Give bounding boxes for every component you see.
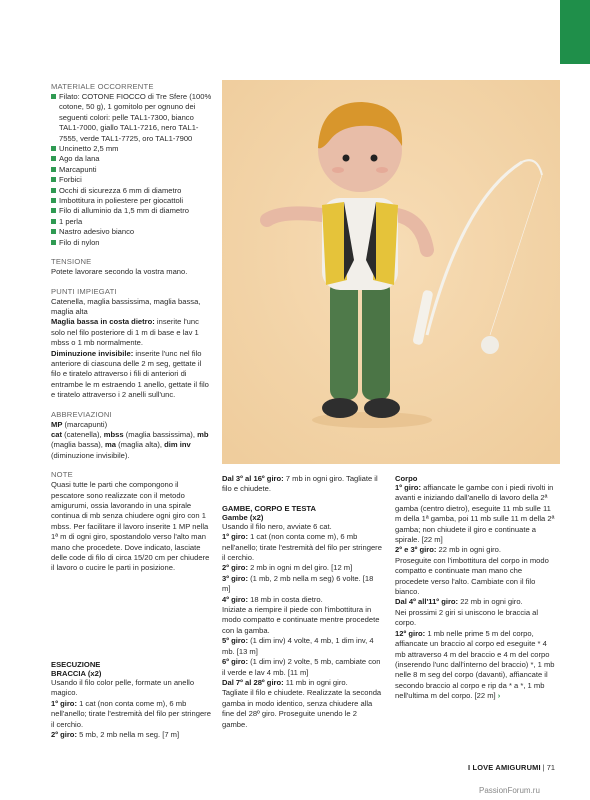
list-item: Ago da lana	[51, 154, 212, 164]
amigurumi-photo	[222, 80, 560, 464]
paragraph: Proseguite con l'imbottitura del corpo in modo compatto e continuate man mano che procedete verso l'alto. Cambiate con il filo bianco.	[395, 555, 549, 597]
tension-text: Potete lavorare secondo la vostra mano.	[51, 267, 188, 277]
round-instruction: 1º giro: 1 cat (non conta come m), 6 mb nell'anello; tirate l'estremità del filo per stringere il cerchio.	[51, 698, 211, 729]
bullet-square-icon	[51, 177, 56, 182]
round-instruction: Dal 3º al 16º giro: 7 mb in ogni giro. Tagliate il filo e chiudete.	[222, 474, 378, 494]
bullet-square-icon	[51, 94, 56, 99]
list-item: Occhi di sicurezza 6 mm di diametro	[51, 186, 212, 196]
round-instruction: 5º giro: (1 dim inv) 4 volte, 4 mb, 1 dim inv, 4 mb. [13 m]	[222, 636, 374, 656]
materials-list	[51, 92, 212, 248]
round-instruction: Dal 7º al 28º giro: 11 mb in ogni giro.	[222, 677, 348, 687]
stitches-title: PUNTI IMPIEGATI	[51, 286, 117, 296]
instructions-column-2	[222, 474, 383, 730]
section-subheading: Gambe (x2)	[222, 512, 264, 522]
stitches-intro: Catenella, maglia bassissima, maglia bassa, maglia alta	[51, 296, 201, 316]
section-subheading: BRACCIA (x2)	[51, 669, 102, 678]
round-instruction: Dal 4º all'11º giro: 22 mb in ogni giro.	[395, 597, 523, 607]
bullet-square-icon	[51, 240, 56, 245]
round-instruction: 6º giro: (1 dim inv) 2 volte, 5 mb, cambiate con il verde e lav 4 mb. [11 m]	[222, 657, 381, 677]
stitch-definition: Maglia bassa in costa dietro: inserite l'unc solo nel filo posteriore di 1 m di base e lav 1 mbss o 1 mb normalmente.	[51, 317, 199, 348]
bullet-square-icon	[51, 229, 56, 234]
section-heading: GAMBE, CORPO E TESTA	[222, 503, 316, 513]
list-item: Uncinetto 2,5 mm	[51, 144, 212, 154]
bullet-square-icon	[51, 146, 56, 151]
abbreviation-line: cat (catenella), mbss (maglia bassissima), mb (maglia bassa), ma (maglia alta), dim inv (diminuzione invisibile).	[51, 429, 209, 460]
section-heading: ESECUZIONE	[51, 660, 101, 669]
list-item: 1 perla	[51, 217, 212, 227]
bullet-square-icon	[51, 156, 56, 161]
section-tab	[560, 0, 590, 64]
stitch-definition: Diminuzione invisibile: inserite l'unc nel filo anteriore di ciascuna delle 2 m seg, gettate il filo e tiratelo attraverso i fili di anteriori di entrambe le m estraendo 1 anello, gettate il filo e tiratelo attraverso i 2 anelli sull'unc.	[51, 348, 209, 400]
round-instruction: 4º giro: 18 mb in costa dietro.	[222, 594, 323, 604]
paragraph: Iniziate a riempire il piede con l'imbottitura in modo compatto e continuate mentre procedete con la gamba.	[222, 605, 380, 635]
bullet-square-icon	[51, 198, 56, 203]
list-item: Nastro adesivo bianco	[51, 227, 212, 237]
magazine-name: I LOVE AMIGURUMI	[468, 763, 541, 772]
continue-arrow-icon: ›	[497, 691, 501, 701]
round-instruction: 2º giro: 5 mb, 2 mb nella m seg. [7 m]	[51, 730, 180, 740]
footer-separator: |	[542, 763, 545, 772]
abbreviations-title: ABBREVIAZIONI	[51, 409, 112, 419]
paragraph: Tagliate il filo e chiudete. Realizzate la seconda gamba in modo identico, senza chiudere alla fine del 28º giro. Proseguite unendo le 2 gambe.	[222, 688, 382, 729]
round-instruction: 2º e 3º giro: 22 mb in ogni giro.	[395, 545, 502, 555]
doll-illustration	[222, 80, 560, 464]
round-instruction: 3º giro: (1 mb, 2 mb nella m seg) 6 volte. [18 m]	[222, 573, 374, 594]
bullet-square-icon	[51, 219, 56, 224]
watermark: PassionForum.ru	[479, 786, 540, 795]
tension-title: TENSIONE	[51, 257, 92, 267]
left-column	[51, 82, 212, 574]
paragraph: Nei prossimi 2 giri si uniscono le braccia al corpo.	[395, 607, 539, 628]
round-instruction: 2º giro: 2 mb in ogni m del giro. [12 m]	[222, 563, 353, 573]
list-item: Filo di alluminio da 1,5 mm di diametro	[51, 206, 212, 216]
section-subheading: Corpo	[395, 474, 418, 483]
list-item: Marcapunti	[51, 165, 212, 175]
notes-title: NOTE	[51, 470, 73, 480]
paragraph: Usando il filo color pelle, formate un anello magico.	[51, 678, 195, 698]
page-number: 71	[546, 763, 556, 772]
round-instruction: 12º giro: 1 mb nelle prime 5 m del corpo, affiancate un braccio al corpo ed eseguite * 4 mb attraverso 4 m del braccio e 4 m del corpo (inserendo l'unc dall'interno del braccio) *, 1 mb nelle 8 m seg del corpo (davanti), affiancate il secondo braccio al corpo e rip da * a *, 1 mb nell'ultima m del corpo. [22 m] ›	[395, 628, 555, 701]
abbreviation-line: MP (marcapunti)	[51, 419, 108, 429]
round-instruction: 1º giro: 1 cat (non conta come m), 6 mb nell'anello; tirate l'estremità del filo per stringere il cerchio.	[222, 532, 382, 563]
materials-title: MATERIALE OCCORRENTE	[51, 82, 154, 91]
instructions-column-1	[51, 660, 212, 740]
round-instruction: 1º giro: affiancate le gambe con i piedi rivolti in avanti e iniziando dall'anello di lavoro della 2ª gamba (centro dietro), eseguite 11 mb sulle 11 m della 1ª gamba, poi 11 mb sulle 11 m della 2ª gamba; non chiudete il giro e continuate a spirale. [22 m]	[395, 483, 555, 545]
list-item: Filato: COTONE FIOCCO di Tre Sfere (100% cotone, 50 g), 1 gomitolo per ognuno dei seguenti colori: pelle TAL1-7300, bianco TAL1-7000, giallo TAL1-7216, nero TAL1-7555, verde TAL1-7725, oro TAL1-7900	[51, 92, 212, 144]
bullet-square-icon	[51, 208, 56, 213]
list-item: Filo di nylon	[51, 238, 212, 248]
bullet-square-icon	[51, 167, 56, 172]
paragraph: Usando il filo nero, avviate 6 cat.	[222, 521, 332, 531]
list-item: Imbottitura in poliestere per giocattoli	[51, 196, 212, 206]
page-footer	[468, 763, 555, 772]
bullet-square-icon	[51, 188, 56, 193]
instructions-column-3	[395, 474, 556, 702]
list-item: Forbici	[51, 175, 212, 185]
notes-text: Quasi tutte le parti che compongono il pescatore sono realizzate con il metodo amigurumi, ossia lavorando in una spirale continua di mb senza chiudere ogni giro con 1 mbss. Per facilitare il lavoro inserite 1 MP nella 1ª m di ogni giro, spostandolo verso l'alto man mano che procedete. Dove indicato, lasciate delle code di filo di circa 15/20 cm per chiudere il lavoro o cucire le parti in posizione.	[51, 480, 210, 573]
